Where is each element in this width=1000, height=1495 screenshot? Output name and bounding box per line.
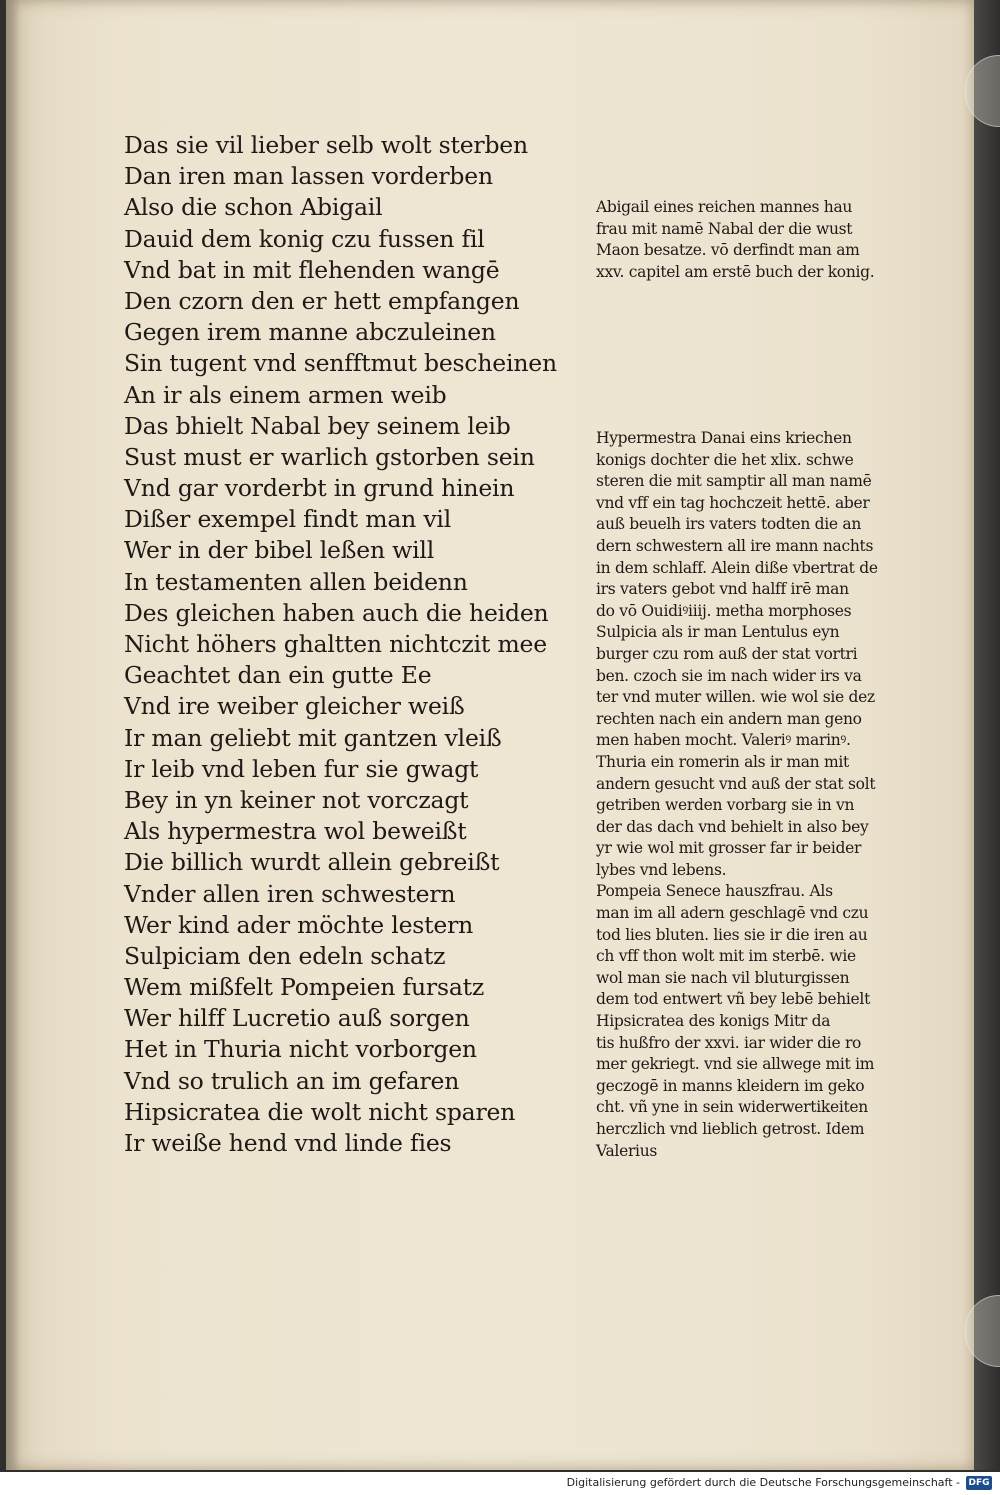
verse-line: Wer hilff Lucretio auß sorgen [124,1004,470,1033]
verse-line: Vnd ire weiber gleicher weiß [124,692,465,721]
verse-line: Sust must er warlich gstorben sein [124,442,535,471]
gloss-line: steren die mit samptir all man namē [596,472,872,491]
gloss-line: Sulpicia als ir man Lentulus eyn [596,623,840,642]
gloss-line: Thuria ein romerin als ir man mit [596,752,849,771]
gloss-line: rechten nach ein andern man geno [596,709,862,728]
verse-line: Nicht höhers ghaltten nichtczit mee [124,630,547,658]
verse-line: Das bhielt Nabal bey seinem leib [124,411,511,440]
verse-line: Wem mißfelt Pompeien fursatz [124,973,485,1002]
verse-line: Wer in der bibel leßen will [124,536,435,565]
verse-line: In testamenten allen beidenn [124,567,468,596]
gloss-line: lybes vnd lebens. [596,860,727,879]
gloss-line: Pompeia Senece hauszfrau. Als [596,882,833,901]
gloss-line: geczogē in manns kleidern im geko [596,1076,865,1095]
verse-line: Het in Thuria nicht vorborgen [124,1035,477,1064]
verse-line: An ir als einem armen weib [124,380,447,409]
gloss-line: Maon besatze. vō derfindt man am [596,241,860,260]
verse-line: Vnd gar vorderbt in grund hinein [124,474,515,503]
verse-line: Vnd bat in mit flehenden wangē [124,255,500,284]
verse-line: Dan iren man lassen vorderben [124,162,493,191]
gloss-line: men haben mocht. Valeriꝰ marinꝰ. [596,731,851,750]
gloss-line: tod lies bluten. lies sie ir die iren au [596,925,868,944]
gloss-line: tis hußfro der xxvi. iar wider die ro [596,1033,862,1052]
gloss-line: burger czu rom auß der stat vortri [596,644,858,663]
verse-line: Also die schon Abigail [124,193,383,222]
gloss-line: mer gekriegt. vnd sie allwege mit im [596,1055,875,1074]
verse-line: Den czorn den er hett empfangen [124,286,520,315]
verse-line: Ir leib vnd leben fur sie gwagt [124,754,479,783]
gutter-shadow [6,0,20,1470]
gloss-line: Valerius [596,1141,658,1160]
gloss-line: in dem schlaff. Alein diße vbertrat de [596,558,878,577]
gloss-line: Hypermestra Danai eins kriechen [596,429,852,447]
marginal-gloss-hypermestra [596,428,941,1162]
gloss-line: konigs dochter die het xlix. schwe [596,450,854,469]
gloss-line: dem tod entwert vñ bey lebē behielt [596,990,871,1009]
verse-line: Vnder allen iren schwestern [124,879,456,908]
verse-line: Vnd so trulich an im gefaren [124,1066,460,1095]
gloss-line: ch vff thon wolt mit im sterbē. wie [596,947,856,966]
book-page [6,0,974,1470]
gloss-line: cht. vñ yne in sein widerwertikeiten [596,1098,868,1117]
verse-line: Das sie vil lieber selb wolt sterben [124,131,528,159]
gloss-line: vnd vff ein tag hochczeit hettē. aber [596,493,870,512]
verse-line: Dißer exempel findt man vil [124,505,452,534]
verse-line: Geachtet dan ein gutte Ee [124,661,432,690]
gloss-line: yr wie wol mit grosser far ir beider [596,839,862,858]
gloss-line: frau mit namē Nabal der die wust [596,219,853,238]
verse-line: Ir man geliebt mit gantzen vleiß [124,723,502,752]
gloss-line: do vō Ouidiꝰiiij. metha morphoses [596,601,852,620]
gloss-line: Hipsicratea des konigs Mitr da [596,1012,831,1031]
verse-line: Des gleichen haben auch die heiden [124,598,549,627]
verse-line: Hipsicratea die wolt nicht sparen [124,1097,516,1126]
dfg-logo: DFG [966,1476,992,1490]
gloss-line: getriben werden vorbarg sie in vn [596,796,855,815]
gloss-line: dern schwestern all ire mann nachts [596,536,874,555]
footer-bar [0,1472,1000,1495]
verse-line: Wer kind ader möchte lestern [124,910,474,939]
gloss-line: irs vaters gebot vnd halff irē man [596,580,849,599]
verse-column [124,130,557,1159]
gloss-line: Abigail eines reichen mannes hau [596,198,853,216]
gloss-line: ben. czoch sie im nach wider irs va [596,666,862,685]
gloss-line: andern gesucht vnd auß der stat solt [596,774,876,793]
gloss-line: xxv. capitel am erstē buch der konig. [596,262,875,281]
verse-line: Sin tugent vnd senfftmut bescheinen [124,349,557,378]
funding-credit: Digitalisierung gefördert durch die Deutsche Forschungsgemeinschaft - [566,1476,960,1489]
gloss-line: der das dach vnd behielt in also bey [596,817,869,836]
verse-line: Sulpiciam den edeln schatz [124,941,446,970]
verse-line: Die billich wurdt allein gebreißt [124,848,500,877]
gloss-line: herczlich vnd lieblich getrost. Idem [596,1120,865,1138]
gloss-line: man im all adern geschlagē vnd czu [596,904,869,923]
page-edge [974,0,1000,1470]
verse-line: Bey in yn keiner not vorczagt [124,785,469,814]
verse-line: Ir weiße hend vnd linde fies [124,1129,452,1157]
gloss-line: wol man sie nach vil bluturgissen [596,968,850,987]
marginal-gloss-abigail [596,197,941,283]
gloss-line: ter vnd muter willen. wie wol sie dez [596,688,875,707]
verse-line: Dauid dem konig czu fussen fil [124,224,485,253]
verse-line: Gegen irem manne abczuleinen [124,318,496,347]
verse-line: Als hypermestra wol beweißt [124,817,467,846]
gloss-line: auß beuelh irs vaters todten die an [596,515,862,534]
